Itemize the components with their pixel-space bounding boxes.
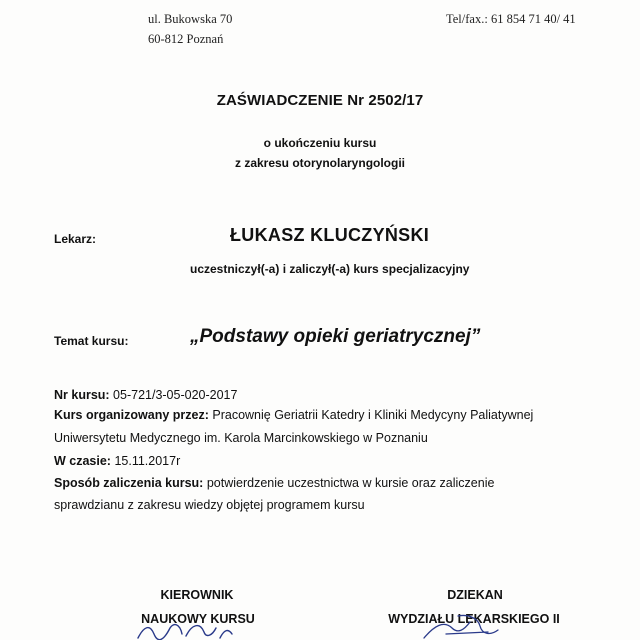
left-signatory-title-1: KIEROWNIK — [160, 588, 234, 602]
topic-label: Temat kursu: — [54, 334, 129, 348]
organizer-row — [54, 408, 533, 422]
organizer-label: Kurs organizowany przez: — [54, 408, 209, 422]
organizer-value-2: Uniwersytetu Medycznego im. Karola Marcinkowskiego w Poznaniu — [54, 431, 428, 445]
date-value: 15.11.2017r — [110, 454, 181, 468]
completion-label: Sposób zaliczenia kursu: — [54, 476, 204, 490]
date-label: W czasie: — [54, 454, 111, 468]
completion-value-2: sprawdzianu z zakresu wiedzy objętej programem kursu — [54, 498, 365, 512]
phone-fax: Tel/fax.: 61 854 71 40/ 41 — [446, 12, 576, 26]
completion-row — [54, 476, 494, 490]
date-row — [54, 454, 180, 468]
doctor-name: ŁUKASZ KLUCZYŃSKI — [230, 225, 430, 245]
certificate-subtitle-1: o ukończeniu kursu — [263, 136, 377, 150]
left-signatory-title-2: NAUKOWY KURSU — [141, 612, 255, 626]
course-number-label: Nr kursu: — [54, 388, 110, 402]
course-number-row — [54, 388, 237, 402]
doctor-label: Lekarz: — [54, 232, 97, 246]
completion-value-1: potwierdzenie uczestnictwa w kursie oraz zaliczenie — [203, 476, 495, 490]
certificate-subtitle-2: z zakresu otorynolaryngologii — [234, 156, 406, 170]
certificate-title: ZAŚWIADCZENIE Nr 2502/17 — [216, 92, 424, 109]
organizer-value-1: Pracownię Geriatrii Katedry i Kliniki Medycyny Paliatywnej — [208, 408, 534, 422]
participation-text: uczestniczył(-a) i zaliczył(-a) kurs specjalizacyjny — [190, 262, 470, 276]
address-street: ul. Bukowska 70 — [148, 12, 233, 26]
address-city: 60-812 Poznań — [148, 32, 224, 46]
left-handwritten-signature — [130, 620, 240, 640]
right-handwritten-signature — [418, 612, 528, 640]
course-number-value: 05-721/3-05-020-2017 — [109, 388, 238, 402]
right-signatory-title-2: WYDZIAŁU LEKARSKIEGO II — [388, 612, 560, 626]
topic-value: „Podstawy opieki geriatrycznej” — [190, 326, 481, 347]
right-signatory-title-1: DZIEKAN — [447, 588, 503, 602]
